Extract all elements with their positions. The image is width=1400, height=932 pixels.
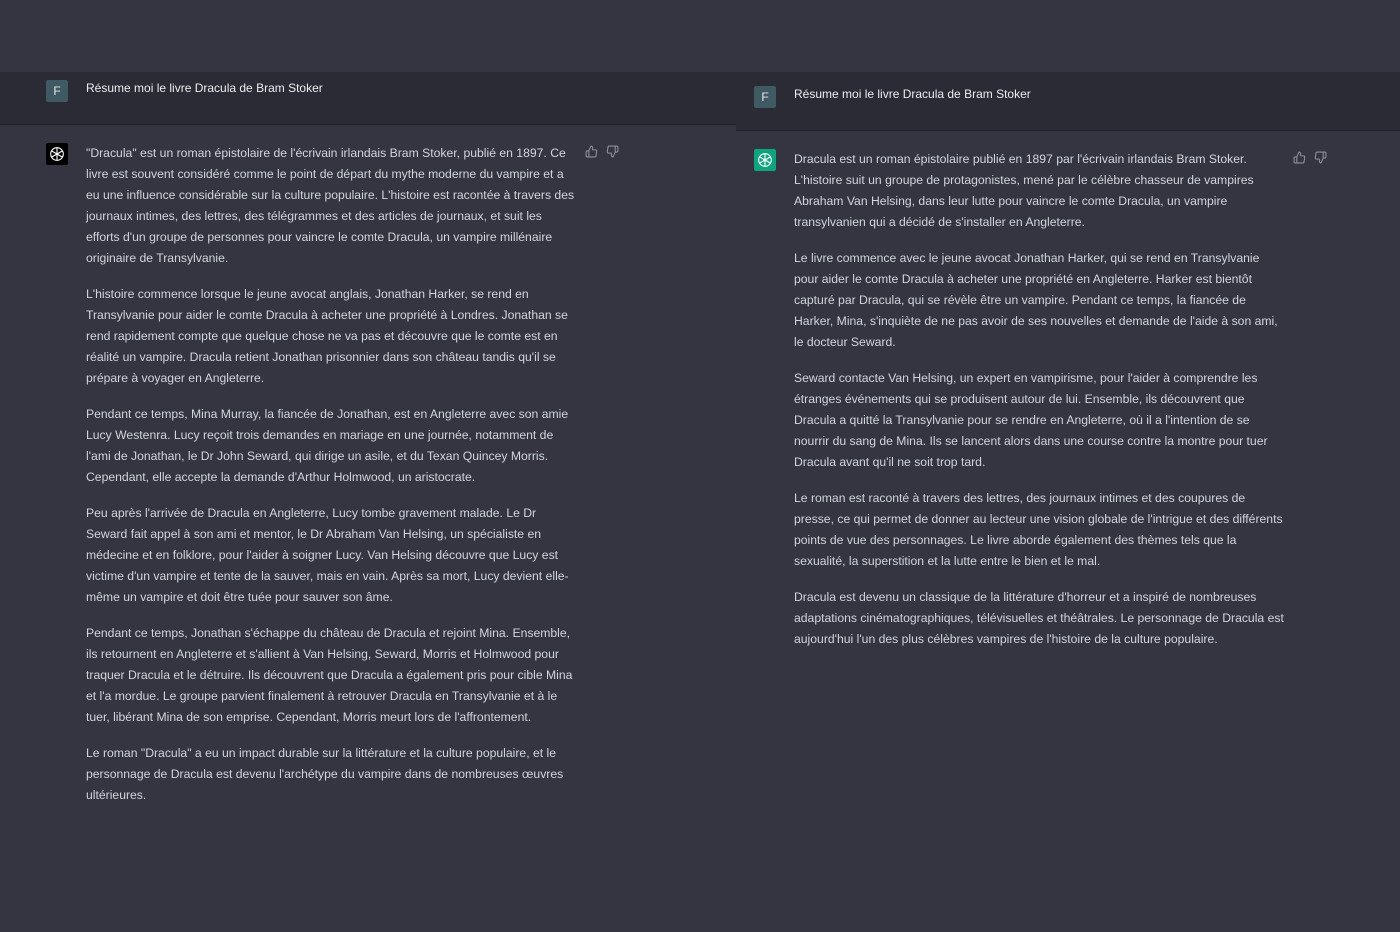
thumbs-up-icon[interactable]: [585, 145, 598, 158]
reply-paragraph: "Dracula" est un roman épistolaire de l'écrivain irlandais Bram Stoker, publié en 1897. Ce livre est souvent considéré comme le point de départ du mythe moderne du vampire et a eu une influence considérable sur la culture populaire. L'histoire est racontée à travers des journaux intimes, des lettres, des télégrammes et des articles de journaux, et suit les efforts d'un groupe de personnes pour vaincre le comte Dracula, un vampire millénaire originaire de Transylvanie.: [86, 146, 575, 265]
thumbs-down-icon[interactable]: [1314, 151, 1327, 164]
reply-paragraph: Peu après l'arrivée de Dracula en Angleterre, Lucy tombe gravement malade. Le Dr Seward fait appel à son ami et mentor, le Dr Abraham Van Helsing, un spécialiste en médecine et en folklore, pour l'aider à soigner Lucy. Van Helsing découvre que Lucy est victime d'un vampire et tente de la sauver, mais en vain. Après sa mort, Lucy devient elle-même un vampire et doit être tuée pour sauver son âme.: [86, 506, 569, 604]
reply-paragraph: Pendant ce temps, Jonathan s'échappe du château de Dracula et rejoint Mina. Ensemble, ils retournent en Angleterre et s'allient à Van Helsing, Seward, Morris et Holmwood pour traquer Dracula et le détruire. Ils découvrent que Dracula a également pris pour cible Mina et l'a mordue. Le groupe parvient finalement à retrouver Dracula en Transylvanie et à le tuer, libérant Mina de son emprise. Cependant, Morris meurt lors de l'affrontement.: [86, 626, 573, 724]
user-prompt: Résume moi le livre Dracula de Bram Stoker: [794, 87, 1031, 101]
openai-logo-icon: [754, 149, 776, 171]
feedback-buttons: [585, 145, 619, 158]
reply-paragraph: Dracula est un roman épistolaire publié en 1897 par l'écrivain irlandais Bram Stoker. L'histoire suit un groupe de protagonistes, mené par le célèbre chasseur de vampires Abraham Van Helsing, dans leur lutte pour vaincre le comte Dracula, un vampire transylvanien qui a décidé de s'installer en Angleterre.: [794, 152, 1254, 229]
reply-paragraph: Seward contacte Van Helsing, un expert en vampirisme, pour l'aider à comprendre les étranges événements qui se produisent autour de lui. Ensemble, ils découvrent que Dracula a quitté la Transylvanie pour se rendre en Angleterre, où il a l'intention de se nourrir du sang de Mina. Ils se lancent alors dans une course contre la montre pour tuer Dracula avant qu'il ne soit trop tard.: [794, 371, 1268, 469]
thumbs-up-icon[interactable]: [1293, 151, 1306, 164]
openai-logo-icon: [46, 143, 68, 165]
reply-paragraph: Le roman est raconté à travers des lettres, des journaux intimes et des coupures de presse, ce qui permet de donner au lecteur une vision globale de l'intrigue et des différents points de vue des personnages. Le livre aborde également des thèmes tels que la sexualité, la superstition et la lutte entre le bien et le mal.: [794, 491, 1283, 568]
assistant-reply: [86, 143, 578, 821]
reply-paragraph: Le roman "Dracula" a eu un impact durable sur la littérature et la culture populaire, et le personnage de Dracula est devenu l'archétype du vampire dans de nombreuses œuvres ultérieures.: [86, 746, 564, 802]
assistant-reply: [794, 149, 1284, 665]
reply-paragraph: Le livre commence avec le jeune avocat Jonathan Harker, qui se rend en Transylvanie pour aider le comte Dracula à acheter une propriété en Angleterre. Harker est bientôt capturé par Dracula, qui se révèle être un vampire. Pendant ce temps, la fiancée de Harker, Mina, s'inquiète de ne pas avoir de ses nouvelles et demande de l'aide à son ami, le docteur Seward.: [794, 251, 1278, 349]
user-avatar: F: [754, 86, 776, 108]
user-message-row: [0, 72, 736, 125]
reply-paragraph: L'histoire commence lorsque le jeune avocat anglais, Jonathan Harker, se rend en Transylvanie pour aider le comte Dracula à acheter une propriété à Londres. Jonathan se rend rapidement compte que quelque chose ne va pas et découvre que le comte est en réalité un vampire. Dracula retient Jonathan prisonnier dans son château tandis qu'il se prépare à voyager en Angleterre.: [86, 287, 568, 385]
reply-paragraph: Pendant ce temps, Mina Murray, la fiancée de Jonathan, est en Angleterre avec son amie Lucy Westenra. Lucy reçoit trois demandes en mariage en une journée, notamment de l'ami de Jonathan, le Dr John Seward, qui dirige un asile, et du Texan Quincey Morris. Cependant, elle accepte la demande d'Arthur Holmwood, un aristocrate.: [86, 407, 569, 484]
feedback-buttons: [1293, 151, 1327, 164]
thumbs-down-icon[interactable]: [606, 145, 619, 158]
user-avatar: F: [46, 80, 68, 102]
reply-paragraph: Dracula est devenu un classique de la littérature d'horreur et a inspiré de nombreuses adaptations cinématographiques, télévisuelles et théâtrales. Le personnage de Dracula est aujourd'hui l'un des plus célèbres vampires de l'histoire de la culture populaire.: [794, 590, 1284, 646]
conversation-panel-right: [736, 0, 1400, 932]
user-message-row: [736, 72, 1400, 131]
user-prompt: Résume moi le livre Dracula de Bram Stoker: [86, 81, 323, 95]
